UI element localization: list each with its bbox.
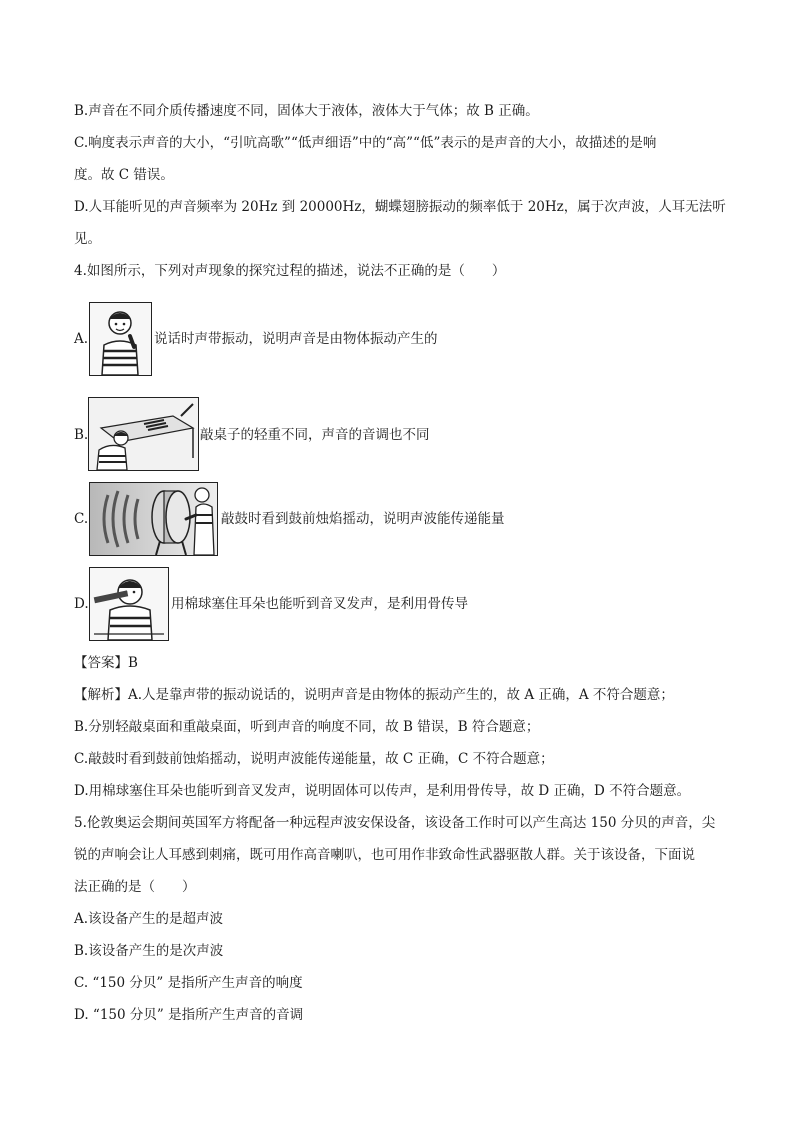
analysis-line-c: C.敲鼓时看到鼓前蚀焰摇动，说明声波能传递能量，故 C 正确，C 不符合题意； (74, 751, 554, 767)
question-5-option-b: B.该设备产生的是次声波 (74, 943, 224, 959)
question-5-stem-line-3: 法正确的是（ ） (74, 879, 196, 895)
question-5-stem-line-2: 锐的声响会让人耳感到刺痛，既可用作高音喇叭，也可用作非致命性武器驱散人群。关于该设备，下面说 (74, 847, 695, 863)
option-b-text: 敲桌子的轻重不同，声音的音调也不同 (200, 427, 430, 443)
explanation-line-d: D.人耳能听见的声音频率为 20Hz 到 20000Hz，蝴蝶翅膀振动的频率低于 20Hz，属于次声波，人耳无法听 (74, 199, 726, 215)
option-c-letter: C. (74, 511, 89, 527)
question-5-stem-line-1: 5.伦敦奥运会期间英国军方将配备一种远程声波安保设备，该设备工作时可以产生高达 150 分贝的声音，尖 (74, 815, 716, 831)
drum-candle-image (89, 482, 218, 556)
option-a-text: 说话时声带振动，说明声音是由物体振动产生的 (154, 331, 438, 347)
answer-label: 【答案】B (74, 655, 138, 671)
option-a-letter: A. (74, 331, 89, 347)
option-d-letter: D. (74, 596, 89, 612)
explanation-line-d-cont: 见。 (74, 231, 101, 247)
question-5-option-d: D. “150 分贝” 是指所产生声音的音调 (74, 1007, 304, 1023)
option-c-text: 敲鼓时看到鼓前烛焰摇动，说明声波能传递能量 (221, 511, 505, 527)
explanation-line-c: C.响度表示声音的大小，“引吭高歌”“低声细语”中的“高”“低”表示的是声音的大小，故描述的是响 (74, 135, 657, 151)
analysis-line-b: B.分别轻敲桌面和重敲桌面，听到声音的响度不同，故 B 错误，B 符合题意； (74, 719, 540, 735)
analysis-line-a: 【解析】A.人是靠声带的振动说话的，说明声音是由物体的振动产生的，故 A 正确，A 不符合题意； (74, 687, 674, 703)
question-5-option-c: C. “150 分贝” 是指所产生声音的响度 (74, 975, 303, 991)
explanation-line-b: B.声音在不同介质传播速度不同，固体大于液体，液体大于气体；故 B 正确。 (74, 103, 539, 119)
boy-touching-throat-image (89, 302, 152, 376)
analysis-line-d: D.用棉球塞住耳朵也能听到音叉发声，说明固体可以传声，是利用骨传导，故 D 正确，D 不符合题意。 (74, 783, 691, 799)
explanation-line-c-cont: 度。故 C 错误。 (74, 167, 174, 183)
knocking-table-image (88, 397, 199, 471)
option-d-text: 用棉球塞住耳朵也能听到音叉发声，是利用骨传导 (171, 596, 468, 612)
question-5-option-a: A.该设备产生的是超声波 (74, 911, 224, 927)
question-4-stem: 4.如图所示，下列对声现象的探究过程的描述，说法不正确的是（ ） (74, 263, 506, 279)
tuning-fork-bite-image (89, 567, 169, 641)
option-b-letter: B. (74, 427, 89, 443)
